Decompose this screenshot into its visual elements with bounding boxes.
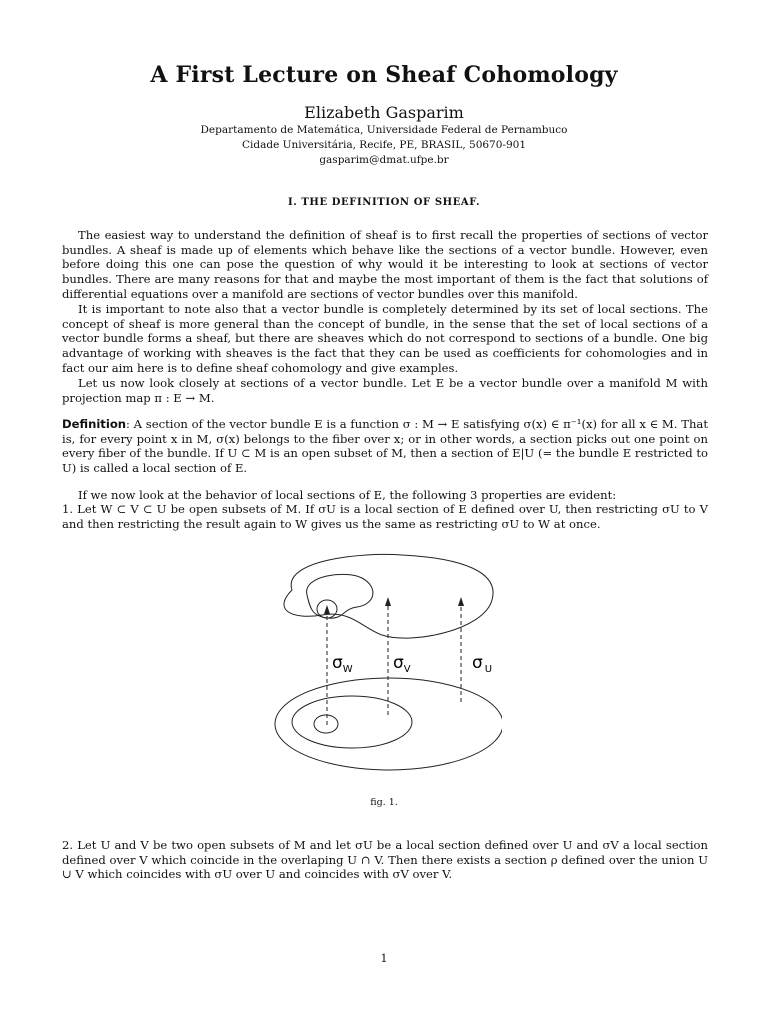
definition-block — [62, 417, 708, 476]
upper-inner-region — [307, 574, 373, 618]
label-sigma-u: σ $_U$ — [472, 653, 493, 675]
figure-caption: fig. 1. — [370, 797, 398, 808]
lower-small-region — [314, 715, 338, 733]
paper-title: A First Lecture on Sheaf Cohomology — [150, 62, 618, 88]
label-sigma-v: $\sigma_V$ — [393, 653, 411, 675]
arrowhead-sigma-w — [324, 605, 330, 614]
paragraph-4: If we now look at the behavior of local sections of E, the following 3 properties are evident: — [78, 488, 617, 502]
label-sigma-w: $\sigma_W$ — [332, 653, 353, 675]
arrowhead-sigma-v — [385, 597, 391, 606]
paragraph-1: The easiest way to understand the definition of sheaf is to first recall the properties of sections of vector bundles. A sheaf is made up of elements which behave like the sections of a vector bundle. However, even before doing this one can pose the question of why would it be interesting to look at sections of vector bundles. There are many reasons for that and maybe the most important of them is the fact that solutions of differential equations over a manifold are sections of vector bundles over this manifold. — [62, 228, 708, 301]
lower-middle-region — [292, 696, 412, 748]
section-heading: I. THE DEFINITION OF SHEAF. — [287, 197, 481, 208]
property-item-2: 2. Let U and V be two open subsets of M and let σU be a local section defined over U and σV a local section defined over V which coincide in the overlaping U ∩ V. Then there exists a section ρ defined over the union U ∪ V which coincides with σU over U and coincides with σV over V. — [62, 838, 708, 882]
property-item-1: 1. Let W ⊂ V ⊂ U be open subsets of M. If σU is a local section of E defined over U, then restricting σU to V and then restricting the result again to W gives us the same as restricting σU to W at once. — [62, 502, 708, 531]
author-email: gasparim@dmat.ufpe.br — [319, 154, 449, 166]
arrowhead-sigma-u — [458, 597, 464, 606]
fig-1-diagram — [262, 550, 502, 790]
upper-outer-region — [284, 554, 493, 638]
author-name: Elizabeth Gasparim — [304, 103, 464, 122]
definition-text: : A section of the vector bundle E is a function σ : M → E satisfying σ(x) ∈ π⁻¹(x) for all x ∈ M. That is, for every point x in M, σ(x) belongs to the fiber over x; or in other words, a section picks out one point on every fiber of the bundle. If U ⊂ M is an open subset of M, then a section of E|U (= the bundle E restricted to U) is called a local section of E. — [62, 417, 708, 476]
affiliation-line-2: Cidade Universitária, Recife, PE, BRASIL, 50670-901 — [241, 139, 527, 151]
page-number: 1 — [380, 952, 388, 965]
paragraph-3: Let us now look closely at sections of a vector bundle. Let E be a vector bundle over a manifold M with projection map π : E → M. — [62, 376, 708, 405]
definition-label: Definition — [62, 417, 127, 431]
paragraph-2: It is important to note also that a vector bundle is completely determined by its set of local sections. The concept of sheaf is more general than the concept of bundle, in the sense that the set of local sections of a vector bundle forms a sheaf, but there are sheaves which do not correspond to sections of a bundle. One big advantage of working with sheaves is the fact that they can be used as coefficients for cohomologies and in fact our aim here is to define sheaf cohomology and give examples. — [62, 302, 708, 375]
affiliation-line-1: Departamento de Matemática, Universidade Federal de Pernambuco — [200, 124, 568, 136]
